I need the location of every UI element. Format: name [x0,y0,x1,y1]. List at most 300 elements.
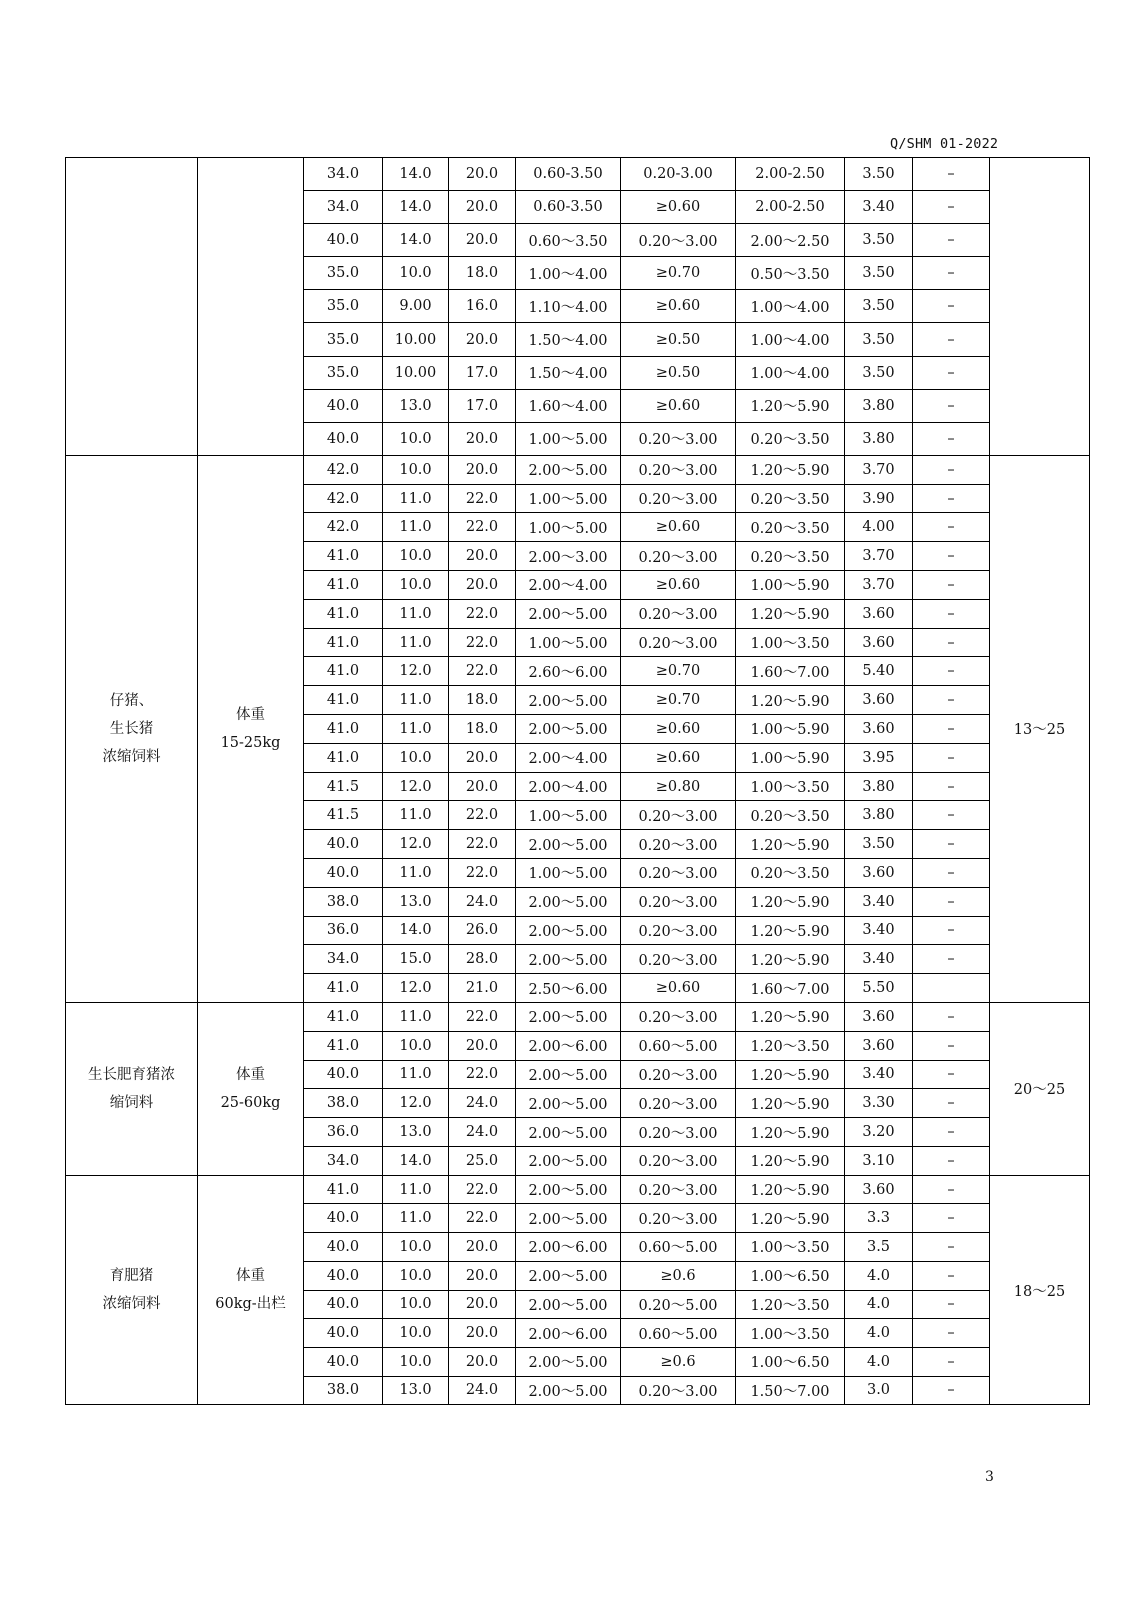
table-cell: 22.0 [449,1204,516,1233]
table-cell: 41.0 [304,599,383,628]
table-cell: 2.00～6.00 [516,1031,621,1060]
table-cell: 2.00～5.00 [516,1347,621,1376]
table-cell: 11.0 [383,628,449,657]
table-cell: 35.0 [304,323,383,356]
table-cell: 41.0 [304,1175,383,1204]
table-cell: ≥0.70 [621,686,736,715]
table-cell: 22.0 [449,859,516,888]
table-cell: 10.0 [383,257,449,290]
table-cell: 3.80 [845,389,913,422]
table-cell: 12.0 [383,657,449,686]
table-cell: 20.0 [449,1233,516,1262]
table-cell: – [913,772,990,801]
table-cell: 3.60 [845,859,913,888]
table-cell: 35.0 [304,290,383,323]
table-cell: 34.0 [304,1146,383,1175]
feed-category-cell: 生长肥育猪浓 缩饲料 [66,1002,198,1175]
addition-range-cell: 20～25 [990,1002,1090,1175]
table-cell: 12.0 [383,974,449,1003]
table-cell: 0.20～3.50 [736,859,845,888]
table-cell: 0.20～3.50 [736,422,845,455]
table-cell: 10.0 [383,571,449,600]
table-cell: ≥0.60 [621,715,736,744]
table-cell: 3.50 [845,290,913,323]
table-cell: 1.00～5.00 [516,422,621,455]
table-cell: 1.20～5.90 [736,887,845,916]
table-cell: 40.0 [304,1204,383,1233]
table-cell: – [913,1031,990,1060]
table-cell: 35.0 [304,356,383,389]
table-cell: 41.0 [304,743,383,772]
table-cell: – [913,916,990,945]
table-cell: 11.0 [383,1060,449,1089]
table-cell: 2.00～5.00 [516,1146,621,1175]
table-cell: – [913,657,990,686]
table-cell: – [913,389,990,422]
table-cell: 1.00～6.50 [736,1347,845,1376]
table-cell: – [913,1347,990,1376]
table-cell: 0.20～3.00 [621,1002,736,1031]
table-cell: 3.40 [845,887,913,916]
table-cell: 0.20～3.00 [621,830,736,859]
table-cell: 40.0 [304,422,383,455]
table-cell: 3.60 [845,686,913,715]
table-cell: 20.0 [449,1347,516,1376]
table-cell: 2.00～5.00 [516,916,621,945]
table-cell: 13.0 [383,389,449,422]
table-cell: 3.40 [845,1060,913,1089]
table-row [66,158,1090,191]
table-cell: 14.0 [383,1146,449,1175]
table-cell: 3.60 [845,628,913,657]
table-cell: 1.00～4.00 [516,257,621,290]
table-cell: ≥0.60 [621,571,736,600]
table-cell: 3.10 [845,1146,913,1175]
table-cell: 2.00～4.00 [516,772,621,801]
table-cell: 34.0 [304,945,383,974]
table-cell: 3.5 [845,1233,913,1262]
table-cell: 2.00～5.00 [516,715,621,744]
table-cell: 2.00～5.00 [516,1376,621,1405]
table-cell: 14.0 [383,191,449,224]
table-cell: – [913,323,990,356]
table-cell: 0.20～3.00 [621,455,736,484]
table-cell: 1.50～4.00 [516,323,621,356]
table-cell: 2.00～5.00 [516,1089,621,1118]
table-cell: 24.0 [449,1118,516,1147]
table-cell: 12.0 [383,830,449,859]
table-cell: 22.0 [449,657,516,686]
table-cell: 1.20～5.90 [736,945,845,974]
table-cell: 26.0 [449,916,516,945]
table-cell: ≥0.60 [621,191,736,224]
table-cell: 11.0 [383,715,449,744]
table-cell: 40.0 [304,389,383,422]
table-cell: 40.0 [304,830,383,859]
table-cell: 20.0 [449,455,516,484]
weight-range-cell [198,158,304,456]
table-cell: – [913,1376,990,1405]
table-cell: 24.0 [449,1089,516,1118]
table-cell: 1.00～5.00 [516,513,621,542]
table-cell: ≥0.80 [621,772,736,801]
table-cell: 14.0 [383,916,449,945]
table-cell: 20.0 [449,571,516,600]
table-cell: 10.0 [383,455,449,484]
table-cell: 0.20～3.00 [621,1146,736,1175]
table-cell: 12.0 [383,772,449,801]
table-cell: 11.0 [383,513,449,542]
table-cell: 1.00～3.50 [736,1233,845,1262]
weight-range-cell: 体重 60kg-出栏 [198,1175,304,1405]
table-cell: 1.00～5.00 [516,859,621,888]
table-cell: 1.00～4.00 [736,323,845,356]
table-cell: – [913,1175,990,1204]
table-row [66,455,1090,484]
table-cell: 2.00～5.00 [516,1204,621,1233]
table-cell: 41.0 [304,542,383,571]
table-cell: 1.20～3.50 [736,1031,845,1060]
page-number: 3 [985,1469,994,1485]
table-cell: 0.20～3.00 [621,628,736,657]
table-cell: 2.00～5.00 [516,1261,621,1290]
table-cell: 0.20～3.00 [621,484,736,513]
table-row [66,1002,1090,1031]
table-cell: 10.00 [383,323,449,356]
table-cell: 3.70 [845,455,913,484]
table-cell: 10.0 [383,1233,449,1262]
table-cell: 3.60 [845,1031,913,1060]
table-cell: 3.80 [845,801,913,830]
table-cell: – [913,1060,990,1089]
table-cell: 2.00～3.00 [516,542,621,571]
table-cell: 40.0 [304,1261,383,1290]
table-cell: 41.0 [304,1002,383,1031]
table-cell: 34.0 [304,191,383,224]
weight-range-cell: 体重 25-60kg [198,1002,304,1175]
table-cell: ≥0.70 [621,657,736,686]
table-cell: – [913,356,990,389]
table-cell: 41.0 [304,715,383,744]
table-cell: – [913,513,990,542]
table-cell: 0.20～3.00 [621,859,736,888]
table-cell: ≥0.50 [621,323,736,356]
table-cell: 1.20～5.90 [736,686,845,715]
table-cell: 2.00～5.00 [516,455,621,484]
table-cell: 20.0 [449,158,516,191]
table-cell: 20.0 [449,224,516,257]
table-cell: 3.3 [845,1204,913,1233]
table-cell: 28.0 [449,945,516,974]
table-cell: 1.20～5.90 [736,1089,845,1118]
table-cell: – [913,830,990,859]
table-cell: – [913,422,990,455]
table-cell: – [913,571,990,600]
table-cell: – [913,686,990,715]
table-cell: 17.0 [449,356,516,389]
table-cell: 11.0 [383,686,449,715]
table-cell: 10.00 [383,356,449,389]
table-cell: 18.0 [449,257,516,290]
table-cell: – [913,859,990,888]
table-cell: 4.0 [845,1347,913,1376]
table-cell: 20.0 [449,1290,516,1319]
table-cell: 0.20～3.00 [621,1118,736,1147]
table-cell: 11.0 [383,859,449,888]
table-cell: 40.0 [304,1319,383,1348]
table-cell: 40.0 [304,1290,383,1319]
table-cell: 20.0 [449,323,516,356]
table-cell: – [913,257,990,290]
table-cell: 22.0 [449,599,516,628]
table-cell: 2.00～5.00 [516,945,621,974]
table-cell: 41.0 [304,1031,383,1060]
table-cell: – [913,1319,990,1348]
table-cell: 0.60～3.50 [516,224,621,257]
table-cell: – [913,191,990,224]
table-cell: 10.0 [383,1031,449,1060]
table-cell: – [913,1002,990,1031]
table-cell: 1.20～5.90 [736,1146,845,1175]
table-cell: – [913,484,990,513]
table-cell: 1.00～3.50 [736,1319,845,1348]
table-cell: ≥0.6 [621,1347,736,1376]
table-cell: – [913,1146,990,1175]
table-cell: 0.20～3.00 [621,542,736,571]
table-cell: 3.40 [845,916,913,945]
table-cell: 22.0 [449,1060,516,1089]
table-cell: – [913,1118,990,1147]
table-cell: 10.0 [383,1319,449,1348]
table-cell: 1.20～5.90 [736,455,845,484]
table-cell: 1.20～5.90 [736,830,845,859]
table-cell: 3.60 [845,599,913,628]
table-cell: 4.00 [845,513,913,542]
table-cell: 10.0 [383,1261,449,1290]
table-cell: 0.20～3.00 [621,887,736,916]
table-cell: 2.00-2.50 [736,158,845,191]
table-cell: 3.40 [845,945,913,974]
table-cell: 1.20～5.90 [736,1118,845,1147]
table-cell: 22.0 [449,1175,516,1204]
table-cell: 40.0 [304,859,383,888]
table-cell: 22.0 [449,830,516,859]
table-cell: 1.00～5.00 [516,628,621,657]
feed-category-cell: 仔猪、 生长猪 浓缩饲料 [66,455,198,1002]
table-cell: 1.00～5.00 [516,801,621,830]
table-cell: 1.20～5.90 [736,1060,845,1089]
table-cell: 3.50 [845,323,913,356]
table-cell: 3.70 [845,542,913,571]
table-cell: – [913,801,990,830]
table-cell: 38.0 [304,1376,383,1405]
table-cell: 15.0 [383,945,449,974]
table-cell: 1.60～4.00 [516,389,621,422]
table-cell: 1.20～5.90 [736,1175,845,1204]
table-cell: 3.95 [845,743,913,772]
table-cell: 14.0 [383,158,449,191]
table-cell: 20.0 [449,422,516,455]
table-cell: – [913,1290,990,1319]
table-cell: – [913,290,990,323]
table-cell: 0.20～3.50 [736,484,845,513]
table-cell: 42.0 [304,455,383,484]
table-cell: ≥0.6 [621,1261,736,1290]
document-code: Q/SHM 01-2022 [890,136,999,152]
weight-range-cell: 体重 15-25kg [198,455,304,1002]
table-cell: 1.20～3.50 [736,1290,845,1319]
table-cell: 41.0 [304,686,383,715]
addition-range-cell [990,158,1090,456]
table-cell: 5.50 [845,974,913,1003]
table-cell: – [913,1261,990,1290]
table-cell: 0.60-3.50 [516,191,621,224]
table-cell: 20.0 [449,743,516,772]
table-cell: 2.00～5.00 [516,887,621,916]
table-cell: 0.20～3.00 [621,945,736,974]
table-cell: 18.0 [449,715,516,744]
table-cell: 2.00～5.00 [516,599,621,628]
table-cell: 22.0 [449,801,516,830]
table-cell: 11.0 [383,1175,449,1204]
table-cell: – [913,1233,990,1262]
table-cell: – [913,945,990,974]
table-cell: 3.50 [845,224,913,257]
table-cell: 2.00～5.00 [516,1060,621,1089]
table-cell: 2.00-2.50 [736,191,845,224]
table-cell: 3.50 [845,356,913,389]
table-cell: 38.0 [304,887,383,916]
table-cell: 2.00～5.00 [516,1175,621,1204]
table-cell: 0.20～3.50 [736,513,845,542]
table-cell: 2.00～5.00 [516,830,621,859]
table-cell: 11.0 [383,1002,449,1031]
table-cell: 42.0 [304,513,383,542]
table-cell: 0.60～5.00 [621,1031,736,1060]
table-cell: 0.60-3.50 [516,158,621,191]
table-cell: 1.00～3.50 [736,772,845,801]
table-cell: 22.0 [449,1002,516,1031]
table-cell: 40.0 [304,1233,383,1262]
table-cell: 1.20～5.90 [736,1002,845,1031]
table-cell: 0.20～3.50 [736,801,845,830]
table-cell: 2.00～4.00 [516,743,621,772]
table-cell: 11.0 [383,1204,449,1233]
feed-spec-table [65,157,1090,1405]
table-cell: – [913,1089,990,1118]
feed-category-cell [66,158,198,456]
table-cell: 1.00～5.90 [736,715,845,744]
table-cell: 1.60～7.00 [736,657,845,686]
table-cell: 0.60～5.00 [621,1233,736,1262]
table-cell: 2.00～5.00 [516,1002,621,1031]
table-cell: ≥0.70 [621,257,736,290]
table-cell: 35.0 [304,257,383,290]
table-cell: 36.0 [304,1118,383,1147]
table-cell: 0.20～5.00 [621,1290,736,1319]
table-cell: 20.0 [449,1031,516,1060]
table-cell: 12.0 [383,1089,449,1118]
table-row [66,1175,1090,1204]
table-cell: 17.0 [449,389,516,422]
table-cell: 22.0 [449,513,516,542]
table-cell: 2.00～5.00 [516,1290,621,1319]
table-cell: 0.20～3.00 [621,224,736,257]
table-cell: ≥0.60 [621,290,736,323]
table-cell: ≥0.60 [621,389,736,422]
table-cell: 10.0 [383,422,449,455]
table-cell: 41.5 [304,801,383,830]
table-cell: 10.0 [383,542,449,571]
table-cell: 11.0 [383,484,449,513]
feed-category-cell: 育肥猪 浓缩饲料 [66,1175,198,1405]
addition-range-cell: 13～25 [990,455,1090,1002]
table-cell: 20.0 [449,1261,516,1290]
table-cell: 3.60 [845,715,913,744]
table-cell: 41.5 [304,772,383,801]
table-cell: – [913,158,990,191]
table-cell: 9.00 [383,290,449,323]
table-cell: 0.20～3.00 [621,599,736,628]
table-cell: 1.00～4.00 [736,290,845,323]
table-cell: 1.50～7.00 [736,1376,845,1405]
table-cell: 10.0 [383,1290,449,1319]
table-cell: 16.0 [449,290,516,323]
table-cell: 0.50～3.50 [736,257,845,290]
table-cell: ≥0.60 [621,513,736,542]
table-cell: 13.0 [383,1118,449,1147]
table-cell: – [913,628,990,657]
table-cell: 3.50 [845,158,913,191]
table-cell: 41.0 [304,657,383,686]
table-cell: 0.20-3.00 [621,158,736,191]
table-cell: 0.20～3.00 [621,1376,736,1405]
table-cell: 3.60 [845,1175,913,1204]
table-cell: 0.20～3.00 [621,1089,736,1118]
table-cell: 1.00～5.90 [736,743,845,772]
table-cell: – [913,542,990,571]
table-cell: 40.0 [304,1347,383,1376]
table-cell: 1.20～5.90 [736,389,845,422]
table-cell: 3.90 [845,484,913,513]
addition-range-cell: 18～25 [990,1175,1090,1405]
table-cell: 0.20～3.00 [621,1175,736,1204]
table-cell: 3.0 [845,1376,913,1405]
table-cell: 2.00～6.00 [516,1233,621,1262]
table-cell: 2.00～2.50 [736,224,845,257]
table-cell: 1.10～4.00 [516,290,621,323]
table-cell: 24.0 [449,887,516,916]
table-cell: 1.00～4.00 [736,356,845,389]
table-cell: 34.0 [304,158,383,191]
table-cell: 1.20～5.90 [736,1204,845,1233]
table-cell: ≥0.60 [621,974,736,1003]
table-cell: 2.50～6.00 [516,974,621,1003]
table-cell: 24.0 [449,1376,516,1405]
table-cell: 25.0 [449,1146,516,1175]
table-cell: 0.20～3.00 [621,1060,736,1089]
table-cell: 1.00～5.00 [516,484,621,513]
table-cell: – [913,455,990,484]
table-cell: 3.70 [845,571,913,600]
table-cell: 1.00～3.50 [736,628,845,657]
table-cell: 20.0 [449,772,516,801]
table-cell: 22.0 [449,484,516,513]
table-cell: 18.0 [449,686,516,715]
table-cell: 3.50 [845,257,913,290]
table-cell: 1.60～7.00 [736,974,845,1003]
table-cell: 4.0 [845,1319,913,1348]
